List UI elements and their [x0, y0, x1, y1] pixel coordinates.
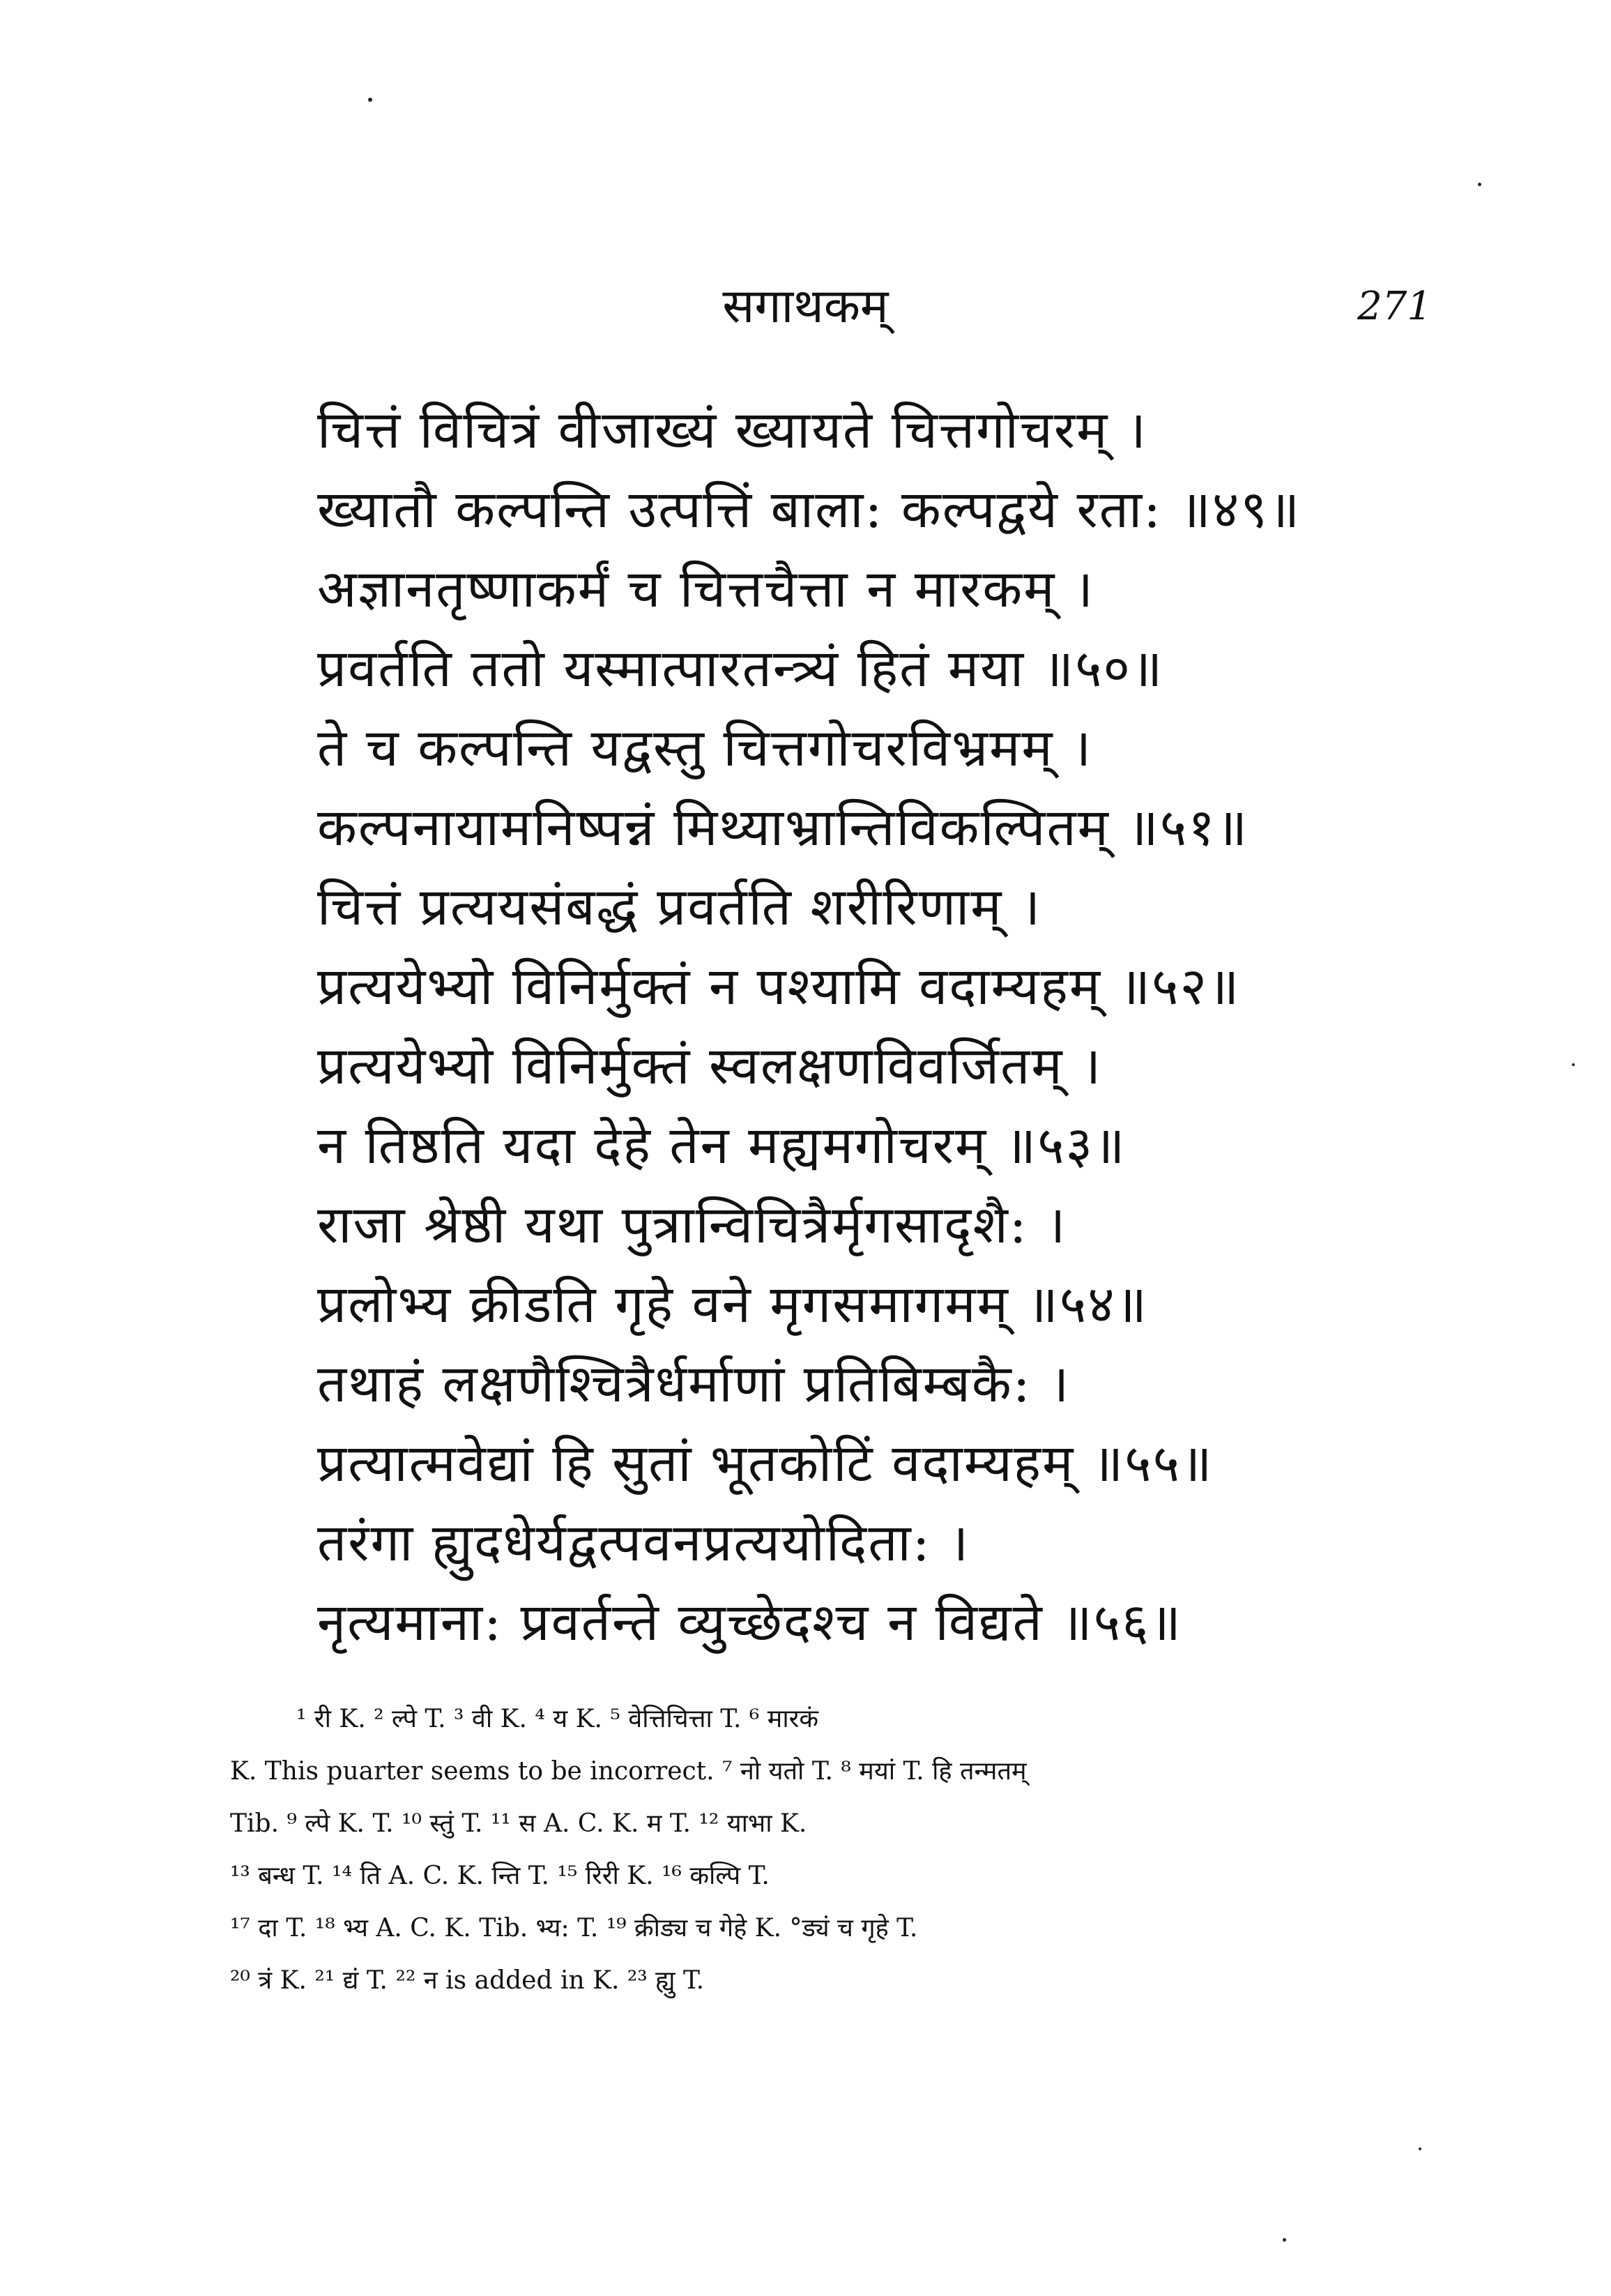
footnote-line: ¹ री K. ² ल्पे T. ³ वी K. ⁴ य K. ⁵ वेत्तिचित्ता T. ⁶ मारकं — [296, 1705, 819, 1733]
footnote-line: ¹⁷ दा T. ¹⁸ भ्य A. C. K. Tib. भ्य: T. ¹⁹ क्रीड्य च गेहे K. °ड्यं च गृहे T. — [230, 1914, 918, 1943]
verse-line: चित्तं प्रत्ययसंबद्धं प्रवर्तति शरीरिणाम् । — [317, 877, 1042, 937]
verse-line: प्रत्यात्मवेद्यां हि सुतां भूतकोटिं वदाम्यहम् ॥५५॥ — [317, 1434, 1214, 1493]
paper-speck — [1572, 1063, 1575, 1066]
page-number: 271 — [1357, 284, 1432, 329]
footnote-line: ¹³ बन्ध T. ¹⁴ ति A. C. K. न्ति T. ¹⁵ रिरी K. ¹⁶ कल्पि T. — [230, 1862, 770, 1890]
paper-speck — [1419, 2147, 1421, 2150]
footnote-line: K. This puarter seems to be incorrect. ⁷ नो यतो T. ⁸ मयां T. हि तन्मतम् — [230, 1757, 1027, 1786]
verse-line: प्रत्ययेभ्यो विनिर्मुक्तं न पश्यामि वदाम्यहम् ॥५२॥ — [317, 957, 1241, 1017]
verse-line: प्रत्ययेभ्यो विनिर्मुक्तं स्वलक्षणविवर्जितम् । — [317, 1036, 1103, 1096]
running-head — [0, 275, 1611, 338]
footnote-line: Tib. ⁹ ल्पे K. T. ¹⁰ स्तुं T. ¹¹ स A. C. K. म T. ¹² याभा K. — [230, 1809, 807, 1838]
paper-speck — [1478, 183, 1481, 186]
page-title: सगाथकम् — [722, 279, 889, 334]
verse-line: ख्यातौ कल्पन्ति उत्पत्तिं बाला: कल्पद्वये रता: ॥४९॥ — [317, 480, 1301, 540]
verse-line: न तिष्ठति यदा देहे तेन मह्यमगोचरम् ॥५३॥ — [317, 1116, 1127, 1176]
verse-line: कल्पनायामनिष्पन्नं मिथ्याभ्रान्तिविकल्पितम् ॥५१॥ — [317, 798, 1249, 858]
verse-line: नृत्यमाना: प्रवर्तन्ते व्युच्छेदश्च न विद्यते ॥५६॥ — [317, 1592, 1182, 1652]
verse-line: प्रलोभ्य क्रीडति गृहे वने मृगसमागमम् ॥५४॥ — [317, 1275, 1148, 1335]
verse-line: ते च कल्पन्ति यद्वस्तु चित्तगोचरविभ्रमम् । — [317, 718, 1093, 778]
paper-speck — [368, 98, 372, 102]
footnotes — [230, 1693, 1429, 2007]
verse-line: चित्तं विचित्रं वीजाख्यं ख्यायते चित्तगोचरम् । — [317, 400, 1147, 460]
verse-line: अज्ञानतृष्णाकर्मं च चित्तचैत्ता न मारकम् । — [317, 559, 1095, 619]
verse-line: राजा श्रेष्ठी यथा पुत्रान्विचित्रैर्मृगसादृशै: । — [317, 1195, 1067, 1255]
verse-block — [317, 390, 1405, 1662]
verse-line: तथाहं लक्षणैश्चित्रैर्धर्माणां प्रतिबिम्बकै: । — [317, 1354, 1071, 1414]
verse-line: तरंगा ह्युदधेर्यद्वत्पवनप्रत्ययोदिता: । — [317, 1513, 970, 1573]
paper-speck — [1283, 2238, 1286, 2242]
footnote-line: ²⁰ त्रं K. ²¹ द्यं T. ²² न is added in K. ²³ ह्यु T. — [230, 1966, 705, 1995]
verse-line: प्रवर्तति ततो यस्मात्पारतन्त्र्यं हितं मया ॥५०॥ — [317, 639, 1164, 699]
